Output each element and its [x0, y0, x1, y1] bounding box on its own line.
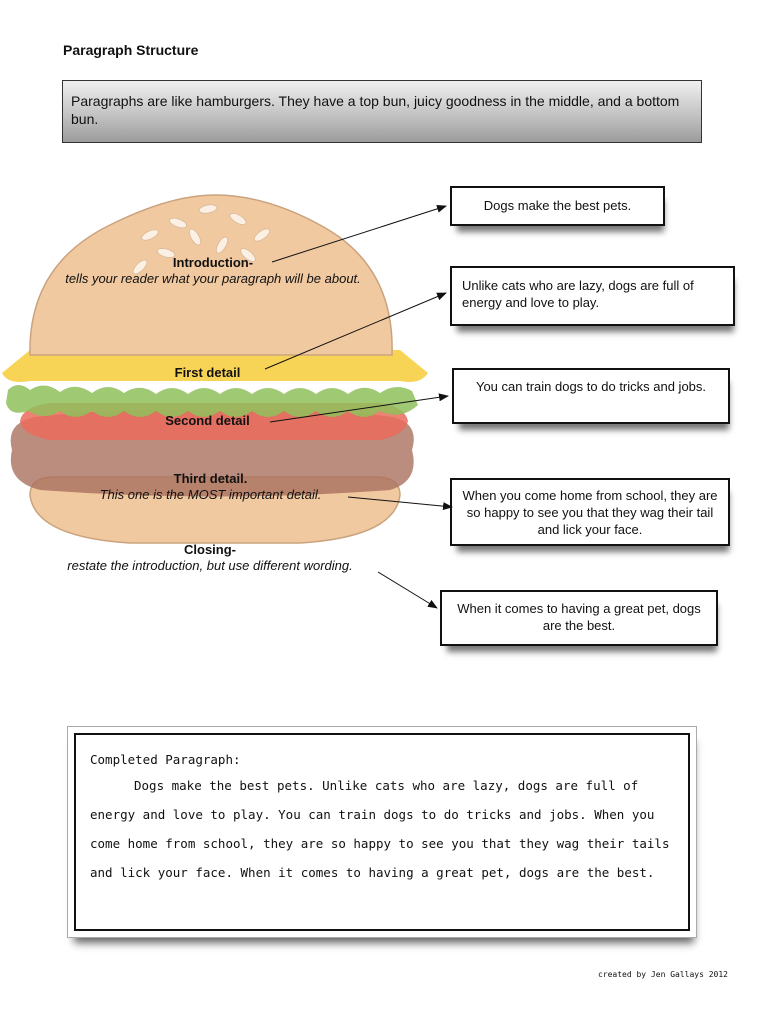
closing-title: Closing- — [184, 542, 236, 557]
third-detail-title: Third detail. — [173, 471, 248, 486]
example-box-first-detail: Unlike cats who are lazy, dogs are full of energy and love to play. — [450, 266, 735, 326]
completed-text: Dogs make the best pets. Unlike cats who are lazy, dogs are full of energy and love to play. You can train dogs to do tricks and jobs. When you come home from school, they are so happy to see you that they wag their tails and lick your face. When it comes to having a great pet, dogs are the best. — [90, 778, 670, 880]
third-detail-desc: This one is the MOST important detail. — [99, 487, 322, 502]
second-detail-title: Second detail — [165, 413, 250, 428]
credit-text: created by Jen Gallays 2012 — [597, 970, 728, 979]
introduction-label — [58, 255, 368, 287]
first-detail-label — [140, 365, 275, 381]
second-detail-label — [140, 413, 275, 429]
example-box-second-detail: You can train dogs to do tricks and jobs. — [452, 368, 730, 424]
example-box-introduction: Dogs make the best pets. — [450, 186, 665, 226]
completed-paragraph-inner — [74, 733, 690, 931]
introduction-title: Introduction- — [172, 255, 254, 270]
closing-desc: restate the introduction, but use different wording. — [67, 558, 353, 573]
third-detail-label — [58, 471, 363, 503]
example-box-third-detail: When you come home from school, they are so happy to see you that they wag their tail and lick your face. — [450, 478, 730, 546]
introduction-desc: tells your reader what your paragraph will be about. — [65, 271, 361, 286]
completed-paragraph-box — [67, 726, 697, 938]
page-title: Paragraph Structure — [63, 42, 199, 58]
arrow-closing — [378, 572, 437, 608]
intro-box: Paragraphs are like hamburgers. They have a top bun, juicy goodness in the middle, and a bottom bun. — [62, 80, 702, 143]
first-detail-title: First detail — [174, 365, 241, 380]
completed-heading: Completed Paragraph: — [90, 752, 241, 767]
example-box-closing: When it comes to having a great pet, dogs are the best. — [440, 590, 718, 646]
closing-label — [35, 542, 385, 574]
